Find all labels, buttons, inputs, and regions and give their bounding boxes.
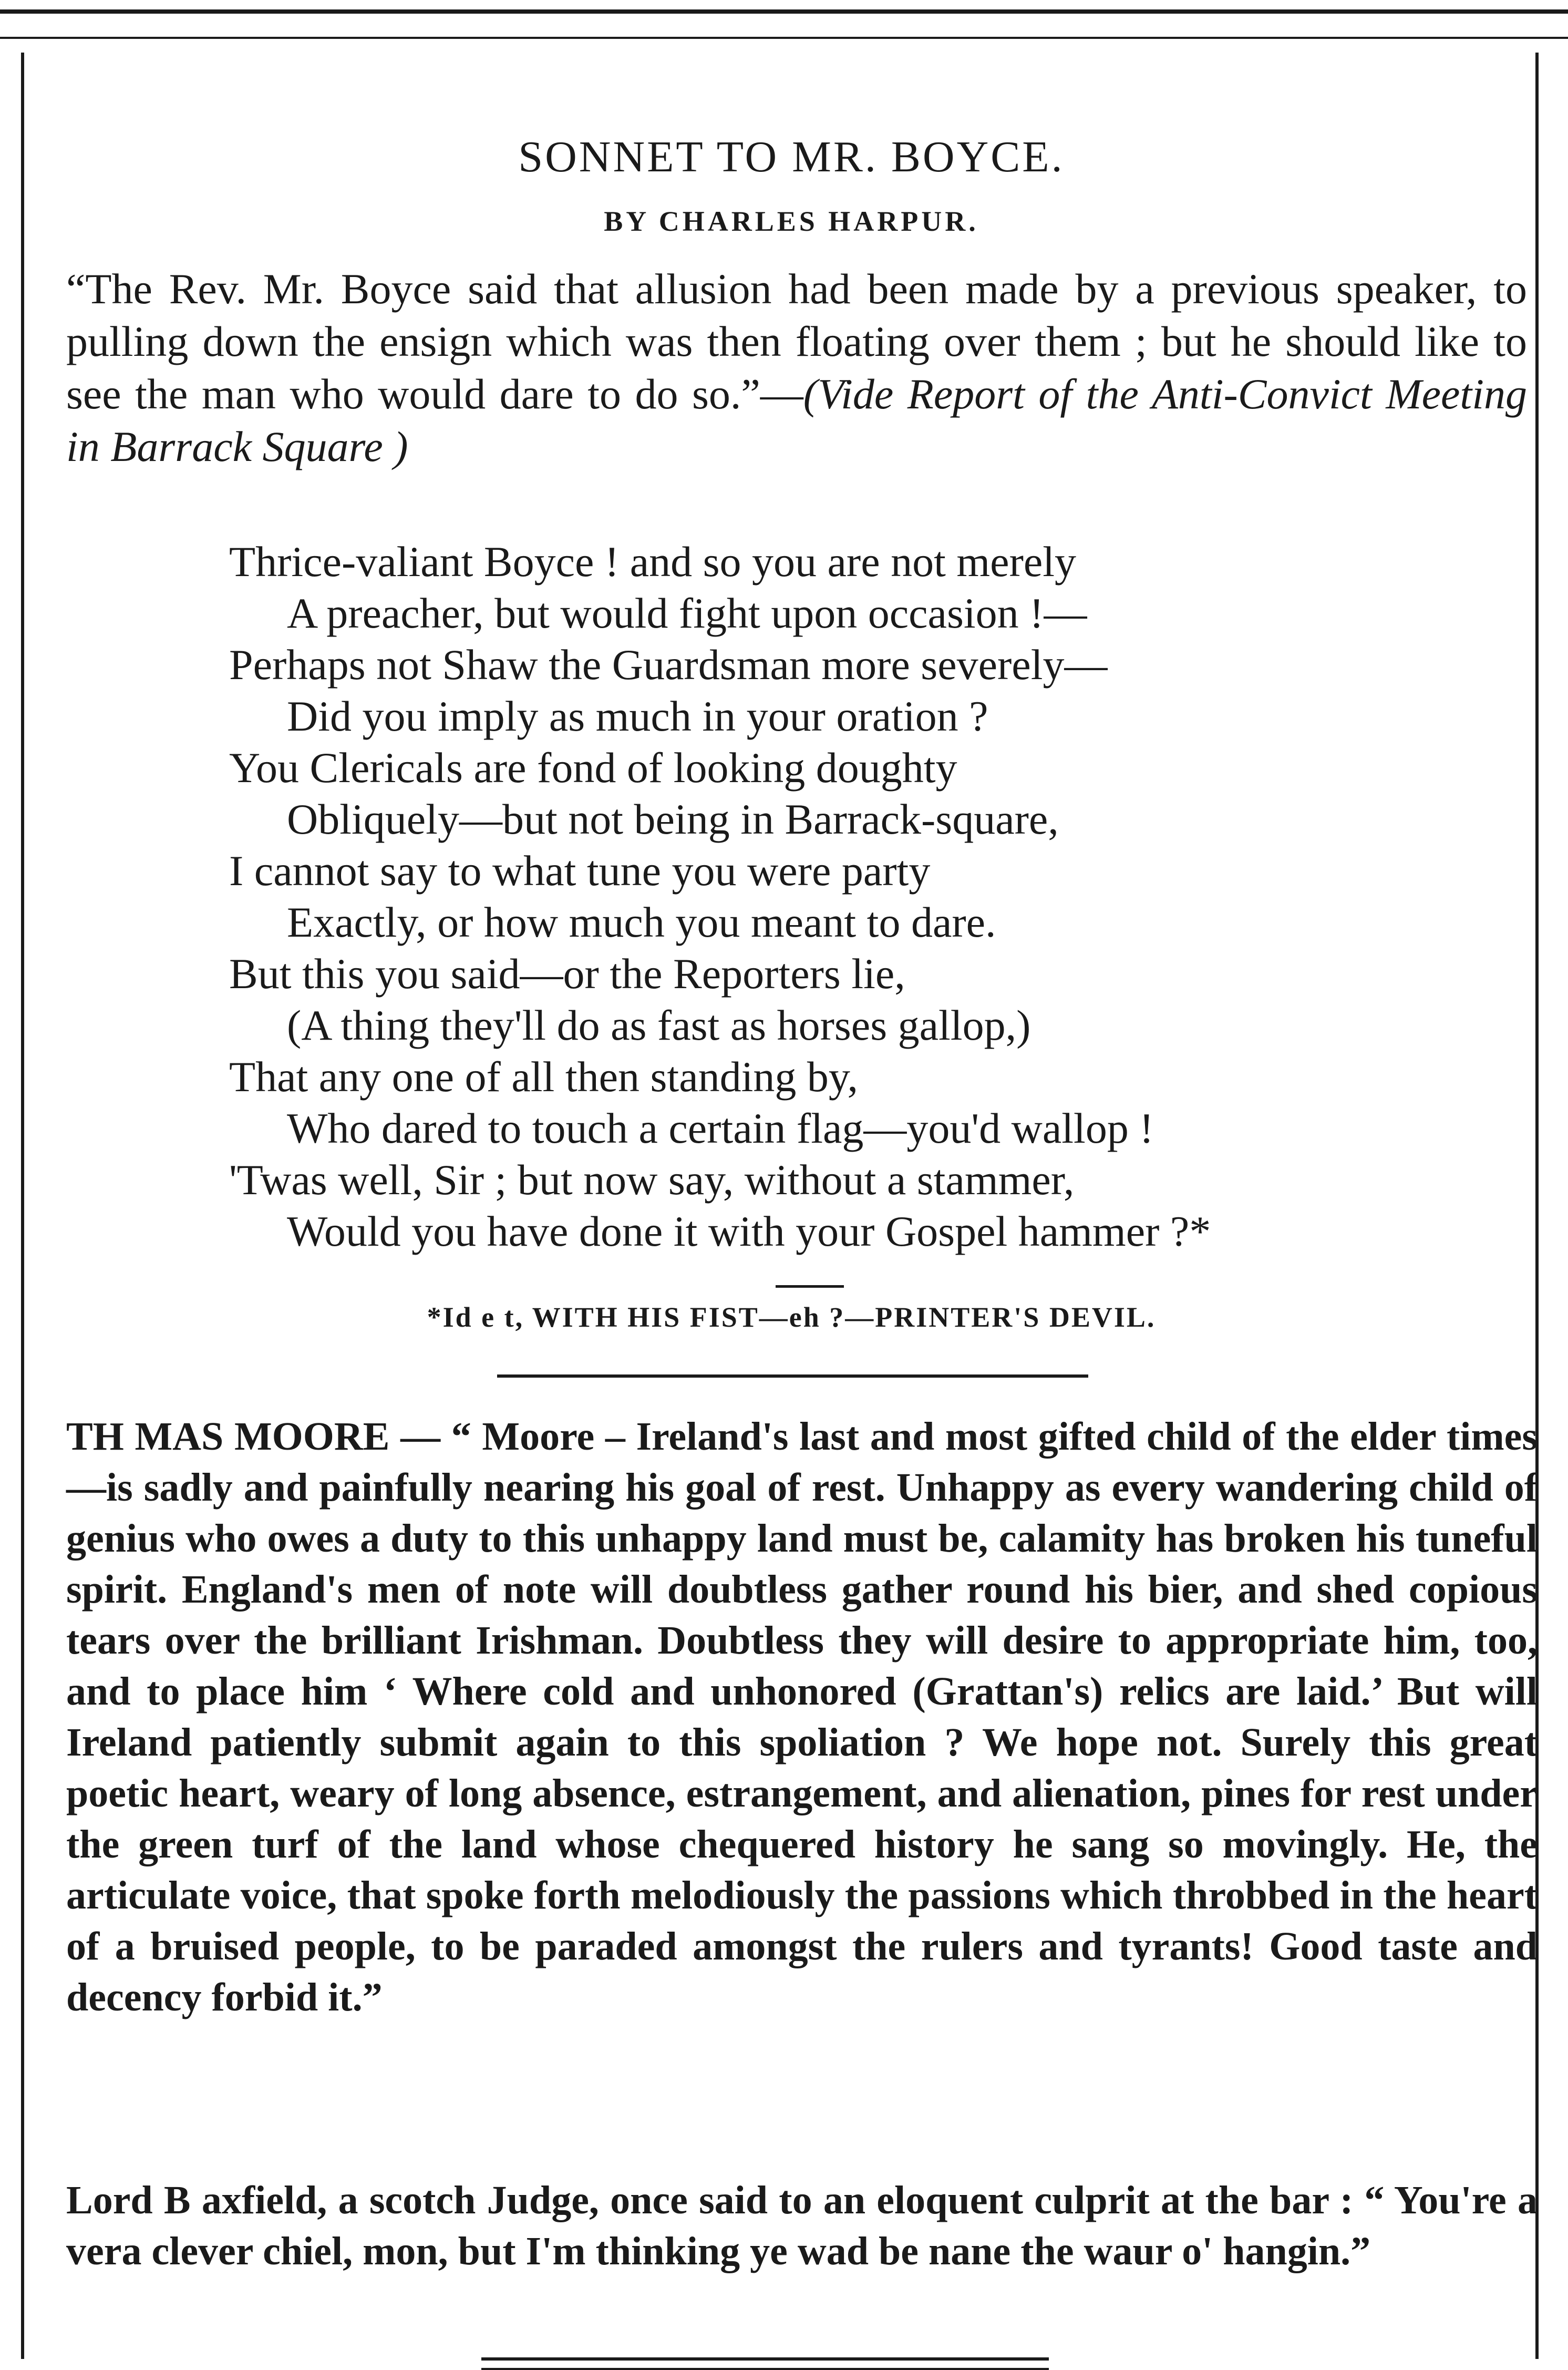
verse-line: That any one of all then standing by,	[229, 1053, 859, 1101]
poem-title: SONNET TO MR. BOYCE.	[518, 132, 1065, 181]
verse-line: But this you said—or the Reporters lie,	[229, 950, 905, 998]
moore-article	[66, 1411, 1538, 2023]
moore-body: “ Moore – Ireland's last and most gifted child of the elder times—is sadly and painfully nearing his goal of rest. Unhappy as every wandering child of genius who owes a duty to this unhappy land must be, calamity has broken his tuneful spirit. England's men of note will doubtless gather round his bier, and shed copious tears over the brilliant Irishman. Doubtless they will desire to appropriate him, too, and to place him ‘ Where cold and unhonored (Grattan's) relics are laid.’ But will Ireland patiently submit again to this spoliation ? We hope not. Surely this great poetic heart, weary of long absence, estrangement, and alienation, pines for rest under the green turf of the land whose chequered history he sang so movingly. He, the articulate voice, that spoke forth melodiously the passions which throbbed in the heart of a bruised people, to be paraded amongst the rulers and tyrants! Good taste and decency forbid it.”	[66, 1414, 1538, 2019]
verse-line: Would you have done it with your Gospel hammer ?*	[287, 1207, 1211, 1255]
verse-line: You Clericals are fond of looking doughty	[229, 744, 957, 792]
verse-line: Perhaps not Shaw the Guardsman more severely—	[229, 641, 1108, 689]
epigraph-quote: “The Rev. Mr. Boyce said that allusion had been made by a previous speaker, to pulling down the ensign which was then floating over them ; but he should like to see the man who would dare to do so.”—	[66, 265, 1527, 418]
epigraph	[66, 263, 1527, 473]
moore-heading: TH MAS MOORE —	[66, 1414, 441, 1459]
verse-line: 'Twas well, Sir ; but now say, without a stammer,	[229, 1156, 1075, 1204]
braxfield-paragraph: Lord B axfield, a scotch Judge, once said to an eloquent culprit at the bar : “ You're a vera clever chiel, mon, but I'm thinking ye wad be nane the waur o' hangin.”	[66, 2178, 1538, 2273]
verse-line: Who dared to touch a certain flag—you'd wallop !	[287, 1104, 1154, 1152]
top-rule-thick	[0, 9, 1568, 14]
top-rule-thin	[0, 37, 1568, 39]
verse-line: I cannot say to what tune you were party	[229, 847, 931, 895]
sonnet-verse	[229, 536, 1543, 1257]
newspaper-column	[21, 53, 1539, 2359]
verse-line: Did you imply as much in your oration ?	[287, 692, 988, 740]
poem-byline: BY CHARLES HARPUR.	[604, 206, 979, 237]
verse-line: A preacher, but would fight upon occasion !—	[287, 589, 1087, 637]
section-divider	[497, 1374, 1088, 1378]
bottom-divider-1	[481, 2357, 1049, 2361]
verse-line: Exactly, or how much you meant to dare.	[287, 898, 996, 946]
epigraph-source: (Vide Report of the Anti-Convict Meeting in Barrack Square )	[66, 370, 1527, 470]
bottom-divider-2	[481, 2368, 1049, 2370]
footnote-rule	[776, 1285, 844, 1288]
verse-line: Thrice-valiant Boyce ! and so you are not merely	[229, 538, 1077, 586]
footnote: *Id e t, WITH HIS FIST—eh ?—PRINTER'S DEVIL.	[427, 1301, 1156, 1333]
verse-line: (A thing they'll do as fast as horses gallop,)	[287, 1001, 1031, 1049]
verse-line: Obliquely—but not being in Barrack-square,	[287, 795, 1059, 843]
